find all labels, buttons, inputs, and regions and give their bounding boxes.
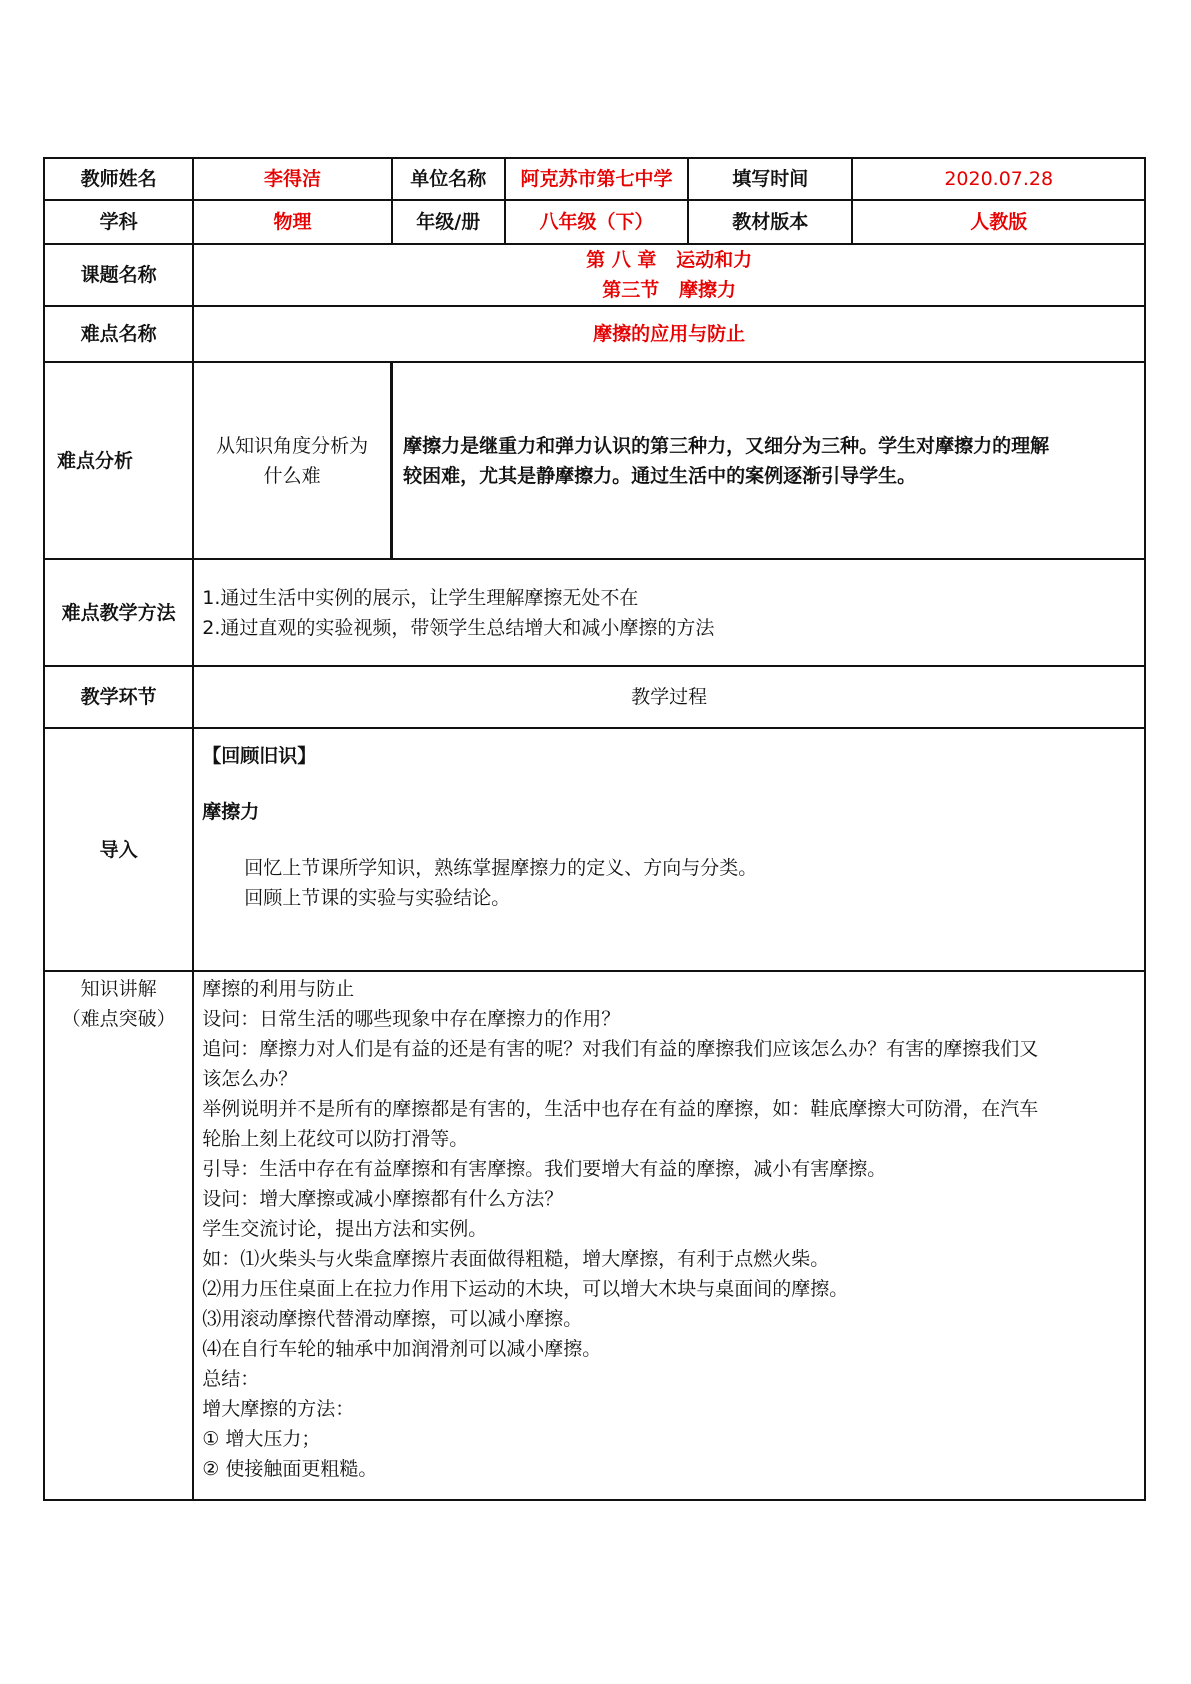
analysis-sublabel xyxy=(193,362,391,559)
knowledge-label-line2: （难点突破） xyxy=(61,1008,176,1030)
analysis-text-line2: 较困难，尤其是静摩擦力。通过生活中的案例逐渐引导学生。 xyxy=(403,464,917,487)
process-label: 教学过程 xyxy=(193,666,1145,728)
row-knowledge xyxy=(44,971,1145,1500)
process-step-label: 教学环节 xyxy=(44,666,193,728)
knowledge-line: 举例说明并不是所有的摩擦都是有害的，生活中也存在有益的摩擦，如：鞋底摩擦大可防滑，在汽车 xyxy=(202,1098,1039,1120)
edition-value: 人教版 xyxy=(852,200,1145,244)
knowledge-line: 摩擦的利用与防止 xyxy=(202,978,355,1000)
edition-label: 教材版本 xyxy=(688,200,852,244)
unit-name-value: 阿克苏市第七中学 xyxy=(505,158,688,200)
row-intro xyxy=(44,728,1145,971)
knowledge-line: 追问：摩擦力对人们是有益的还是有害的呢？对我们有益的摩擦我们应该怎么办？有害的摩擦我们又 xyxy=(202,1038,1039,1060)
grade-label: 年级/册 xyxy=(392,200,505,244)
topic-section: 第三节 摩擦力 xyxy=(602,279,737,301)
analysis-sublabel-line1: 从知识角度分析为 xyxy=(216,434,369,457)
difficulty-label: 难点名称 xyxy=(44,306,193,362)
row-subject xyxy=(44,200,1145,244)
analysis-text xyxy=(392,362,1145,559)
knowledge-line: ⑶用滚动摩擦代替滑动摩擦，可以减小摩擦。 xyxy=(202,1308,583,1330)
subject-value: 物理 xyxy=(193,200,391,244)
knowledge-line: 设问：增大摩擦或减小摩擦都有什么方法？ xyxy=(202,1188,564,1210)
teacher-name-value: 李得洁 xyxy=(193,158,391,200)
method-value xyxy=(193,559,1145,666)
topic-label: 课题名称 xyxy=(44,244,193,306)
knowledge-line: 如：⑴火柴头与火柴盒摩擦片表面做得粗糙，增大摩擦，有利于点燃火柴。 xyxy=(202,1248,830,1270)
lesson-plan-table xyxy=(43,157,1146,1501)
grade-value: 八年级（下） xyxy=(505,200,688,244)
knowledge-line: 该怎么办？ xyxy=(202,1068,298,1090)
row-process-header xyxy=(44,666,1145,728)
method-label: 难点教学方法 xyxy=(44,559,193,666)
knowledge-line: 轮胎上刻上花纹可以防打滑等。 xyxy=(202,1128,469,1150)
analysis-label: 难点分析 xyxy=(44,362,193,559)
row-method xyxy=(44,559,1145,666)
intro-review: 【回顾旧识】 xyxy=(202,745,317,767)
knowledge-label xyxy=(44,971,193,1500)
intro-label: 导入 xyxy=(44,728,193,971)
row-topic xyxy=(44,244,1145,306)
unit-name-label: 单位名称 xyxy=(392,158,505,200)
intro-line-2: 回顾上节课的实验与实验结论。 xyxy=(244,887,511,909)
knowledge-line: 增大摩擦的方法： xyxy=(202,1398,355,1420)
row-teacher xyxy=(44,158,1145,200)
knowledge-line: ② 使接触面更粗糙。 xyxy=(202,1458,378,1480)
lesson-plan-sheet xyxy=(43,157,1146,1501)
knowledge-line: ① 增大压力； xyxy=(202,1428,321,1450)
knowledge-line: 总结： xyxy=(202,1368,260,1390)
analysis-text-line1: 摩擦力是继重力和弹力认识的第三种力，又细分为三种。学生对摩擦力的理解 xyxy=(403,434,1050,457)
knowledge-line: ⑵用力压住桌面上在拉力作用下运动的木块，可以增大木块与桌面间的摩擦。 xyxy=(202,1278,849,1300)
method-item-1: 1.通过生活中实例的展示，让学生理解摩擦无处不在 xyxy=(202,586,639,609)
knowledge-line: 学生交流讨论，提出方法和实例。 xyxy=(202,1218,488,1240)
topic-value xyxy=(193,244,1145,306)
row-analysis xyxy=(44,362,1145,559)
knowledge-content xyxy=(193,971,1145,1500)
topic-chapter: 第 八 章 运动和力 xyxy=(586,249,753,271)
knowledge-label-line1: 知识讲解 xyxy=(80,978,157,1000)
subject-label: 学科 xyxy=(44,200,193,244)
row-difficulty xyxy=(44,306,1145,362)
fill-date-value: 2020.07.28 xyxy=(852,158,1145,200)
analysis-sublabel-line2: 什么难 xyxy=(263,464,321,487)
knowledge-line: ⑷在自行车轮的轴承中加润滑剂可以减小摩擦。 xyxy=(202,1338,602,1360)
intro-line-1: 回忆上节课所学知识，熟练掌握摩擦力的定义、方向与分类。 xyxy=(244,857,758,879)
knowledge-line: 设问：日常生活的哪些现象中存在摩擦力的作用？ xyxy=(202,1008,621,1030)
intro-heading: 摩擦力 xyxy=(202,801,260,823)
teacher-name-label: 教师姓名 xyxy=(44,158,193,200)
method-item-2: 2.通过直观的实验视频，带领学生总结增大和减小摩擦的方法 xyxy=(202,616,715,639)
fill-date-label: 填写时间 xyxy=(688,158,852,200)
difficulty-value: 摩擦的应用与防止 xyxy=(193,306,1145,362)
intro-content xyxy=(193,728,1145,971)
knowledge-line: 引导：生活中存在有益摩擦和有害摩擦。我们要增大有益的摩擦，减小有害摩擦。 xyxy=(202,1158,887,1180)
